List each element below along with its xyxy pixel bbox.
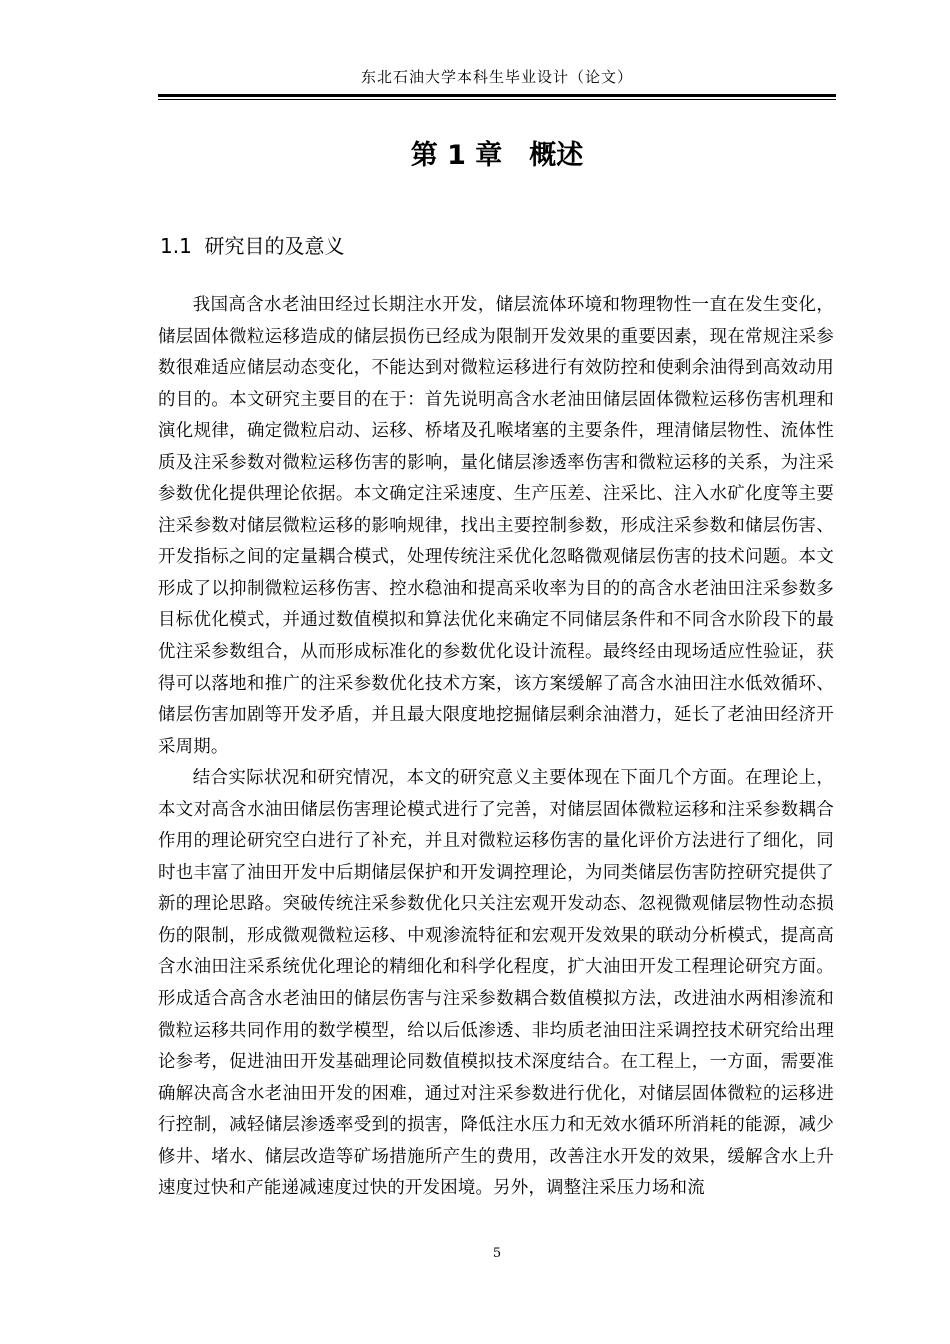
section-heading: 1.1 研究目的及意义 [160,234,345,258]
paragraph-research-purpose: 我国高含水老油田经过长期注水开发，储层流体环境和物理物性一直在发生变化，储层固体微粒运移造成的储层损伤已经成为限制开发效果的重要因素，现在常规注采参数很难适应储层动态变化，不能达到对微粒运移进行有效防控和使剩余油得到高效动用的目的。本文研究主要目的在于：首先说明高含水老油田储层固体微粒运移伤害机理和演化规律，确定微粒启动、运移、桥堵及孔喉堵塞的主要条件，理清储层物性、流体性质及注采参数对微粒运移伤害的影响，量化储层渗透率伤害和微粒运移的关系，为注采参数优化提供理论依据。本文确定注采速度、生产压差、注采比、注入水矿化度等主要注采参数对储层微粒运移的影响规律，找出主要控制参数，形成注采参数和储层伤害、开发指标之间的定量耦合模式，处理传统注采优化忽略微观储层伤害的技术问题。本文形成了以抑制微粒运移伤害、控水稳油和提高采收率为目的的高含水老油田注采参数多目标优化模式，并通过数值模拟和算法优化来确定不同储层条件和不同含水阶段下的最优注采参数组合，从而形成标准化的参数优化设计流程。最终经由现场适应性验证，获得可以落地和推广的注采参数优化技术方案，该方案缓解了高含水油田注水低效循环、储层伤害加剧等开发矛盾，并且最大限度地挖掘储层剩余油潜力，延长了老油田经济开采周期。 [158,295,834,757]
header-rule-thick [158,94,836,97]
running-header: 东北石油大学本科生毕业设计（论文） [360,68,633,86]
chapter-title: 第 1 章 概述 [410,140,584,171]
body-text [158,290,834,1205]
paragraph-research-significance: 结合实际状况和研究情况，本文的研究意义主要体现在下面几个方面。在理论上，本文对高含水油田储层伤害理论模式进行了完善，对储层固体微粒运移和注采参数耦合作用的理论研究空白进行了补充，并且对微粒运移伤害的量化评价方法进行了细化，同时也丰富了油田开发中后期储层保护和开发调控理论，为同类储层伤害防控研究提供了新的理论思路。突破传统注采参数优化只关注宏观开发动态、忽视微观储层物性动态损伤的限制，形成微观微粒运移、中观渗流特征和宏观开发效果的联动分析模式，提高高含水油田注采系统优化理论的精细化和科学化程度，扩大油田开发工程理论研究方面。形成适合高含水老油田的储层伤害与注采参数耦合数值模拟方法，改进油水两相渗流和微粒运移共同作用的数学模型，给以后低渗透、非均质老油田注采调控技术研究给出理论参考，促进油田开发基础理论同数值模拟技术深度结合。在工程上，一方面，需要准确解决高含水老油田开发的困难，通过对注采参数进行优化，对储层固体微粒的运移进行控制，减轻储层渗透率受到的损害，降低注水压力和无效水循环所消耗的能源，减少修井、堵水、储层改造等矿场措施所产生的费用，改善注水开发的效果，缓解含水上升速度过快和产能递减速度过快的开发困境。另外，调整注采压力场和流 [158,768,834,1199]
header-rule-thin [158,99,836,100]
page-number: 5 [492,1246,502,1261]
